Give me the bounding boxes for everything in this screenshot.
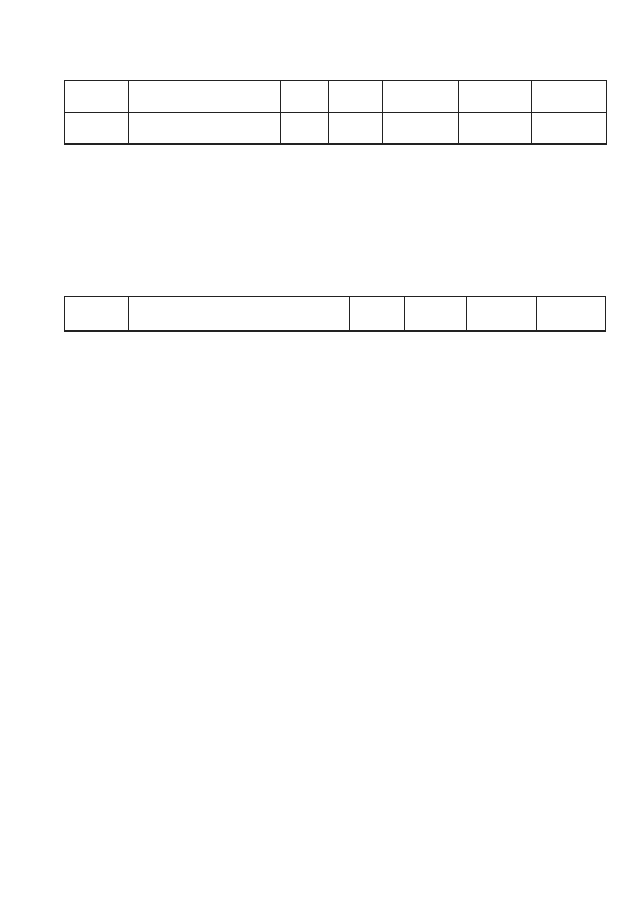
header-base-price [405,297,467,331]
header-code [65,81,129,113]
cost-table-2 [64,296,606,332]
header-col-2 [459,81,532,113]
section-norm-label [65,331,606,332]
row-value-3 [532,113,607,144]
row-price [329,113,383,144]
section-row [65,144,607,145]
cost-table-1-body [65,81,607,145]
table-header-row [65,297,606,331]
header-base-price [329,81,383,113]
row-code [65,113,129,144]
header-col-3 [532,81,607,113]
row-value-1 [383,113,459,144]
header-col-5 [537,297,606,331]
section-row [65,331,606,332]
header-col-1 [383,81,459,113]
row-value-2 [459,113,532,144]
header-name [129,81,281,113]
row-unit [281,113,329,144]
header-name [129,297,350,331]
header-col-4 [467,297,537,331]
header-unit [281,81,329,113]
table-row [65,113,607,144]
row-name [129,113,281,144]
cost-table-2-body [65,297,606,332]
table-header-row [65,81,607,113]
cost-table-1 [64,80,607,145]
header-code [65,297,129,331]
section-label [65,144,607,145]
header-unit [350,297,405,331]
